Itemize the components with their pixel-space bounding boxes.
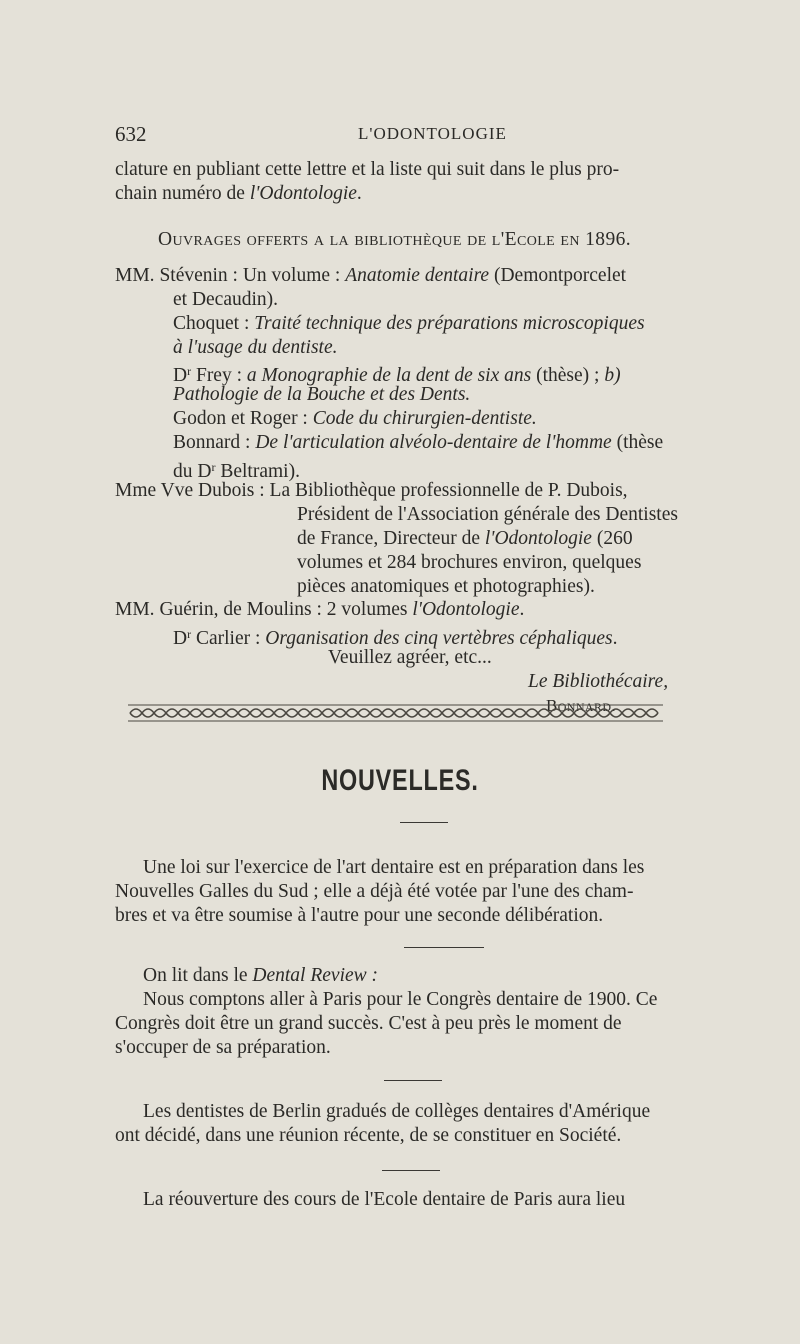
list-entry-bonnard: Bonnard : De l'articulation alvéolo-dentaire de l'homme (thèse (173, 432, 664, 453)
closing-role: Le Bibliothécaire, (528, 671, 669, 692)
separator-rule (382, 1170, 440, 1171)
news-p1-line-1: Une loi sur l'exercice de l'art dentaire est en préparation dans les (143, 857, 645, 878)
running-title: L'ODONTOLOGIE (358, 124, 507, 143)
section-heading: Ouvrages offerts a la bibliothèque de l'Ecole en 1896. (158, 229, 632, 250)
news-p3-line-1: Les dentistes de Berlin gradués de collèges dentaires d'Amérique (143, 1101, 651, 1122)
list-entry-godon: Godon et Roger : Code du chirurgien-dentiste. (173, 408, 537, 429)
list-entry-bonnard-cont: du $D^r$ Beltrami). (173, 460, 300, 482)
list-entry-carlier: $D^r$ Carlier : Organisation des cinq vertèbres céphaliques. (173, 627, 618, 649)
news-p4-line-1: La réouverture des cours de l'Ecole dentaire de Paris aura lieu (143, 1189, 626, 1210)
list-entry-dubois-cont-1: Président de l'Association générale des Dentistes (297, 504, 678, 525)
list-entry-dubois-cont-4: pièces anatomiques et photographies). (297, 576, 595, 597)
closing-signature: Bonnard. (546, 696, 617, 715)
list-entry-frey-cont: Pathologie de la Bouche et des Dents. (173, 384, 471, 405)
list-entry-choquet-cont: à l'usage du dentiste. (173, 337, 338, 358)
list-entry-dubois: Mme Vve Dubois : La Bibliothèque professionnelle de P. Dubois, (115, 480, 628, 501)
list-entry-dubois-cont-3: volumes et 284 brochures environ, quelques (297, 552, 642, 573)
separator-rule (404, 947, 484, 948)
intro-line-1: clature en publiant cette lettre et la liste qui suit dans le plus pro- (115, 159, 620, 180)
list-entry-choquet: Choquet : Traité technique des préparations microscopiques (173, 313, 645, 334)
news-p2-intro: On lit dans le Dental Review : (143, 965, 379, 986)
intro-line-2: chain numéro de l'Odontologie. (115, 183, 362, 204)
list-entry-stevenin: MM. Stévenin : Un volume : Anatomie dentaire (Demontporcelet (115, 265, 627, 286)
news-p2-line-3: s'occuper de sa préparation. (115, 1037, 331, 1058)
news-p2-line-2: Congrès doit être un grand succès. C'est à peu près le moment de (115, 1013, 622, 1034)
list-entry-guerin: MM. Guérin, de Moulins : 2 volumes l'Odontologie. (115, 599, 525, 620)
list-entry-frey: $D^r$ Frey : a Monographie de la dent de six ans (thèse) ; b) (173, 364, 621, 386)
title-rule (400, 822, 448, 823)
list-entry-dubois-cont-2: de France, Directeur de l'Odontologie (260 (297, 528, 633, 549)
news-p1-line-3: bres et va être soumise à l'autre pour une seconde délibération. (115, 905, 604, 926)
news-p3-line-2: ont décidé, dans une réunion récente, de se constituer en Société. (115, 1125, 622, 1146)
page-number: 632 (115, 122, 147, 146)
separator-rule (384, 1080, 442, 1081)
closing-greeting: Veuillez agréer, etc... (328, 647, 492, 668)
news-title: NOUVELLES. (321, 764, 479, 797)
list-entry-stevenin-cont: et Decaudin). (173, 289, 279, 310)
ornament-band-icon (128, 703, 663, 723)
news-p1-line-2: Nouvelles Galles du Sud ; elle a déjà été votée par l'une des cham- (115, 881, 634, 902)
news-p2-line-1: Nous comptons aller à Paris pour le Congrès dentaire de 1900. Ce (143, 989, 658, 1010)
